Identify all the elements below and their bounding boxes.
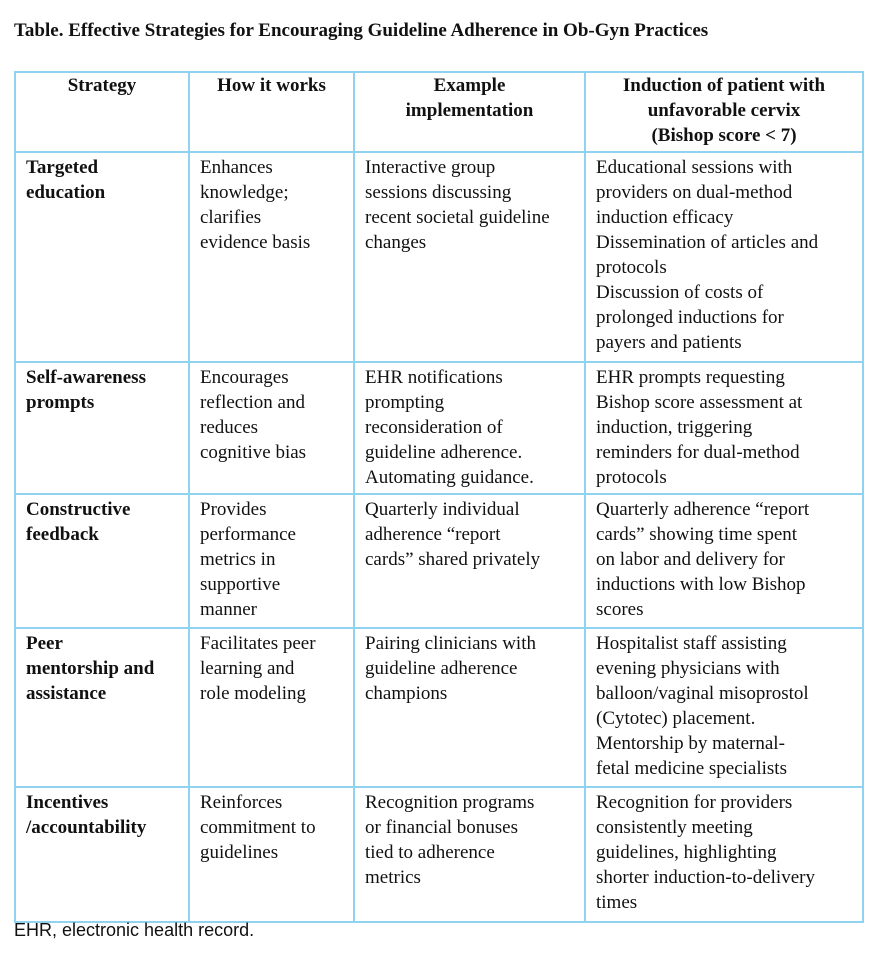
strategy-cell: Self-awareness prompts [15,362,189,494]
how-cell: Provides performance metrics in supportive manner [189,494,354,628]
how-cell: Reinforces commitment to guidelines [189,787,354,922]
header-strategy: Strategy [15,72,189,152]
induction-cell: Hospitalist staff assisting evening physicians with balloon/vaginal misoprostol (Cytotec) placement. Mentorship by maternal- fetal medicine specialists [585,628,863,787]
example-cell: Pairing clinicians with guideline adherence champions [354,628,585,787]
table-row [15,787,863,922]
how-cell: Enhances knowledge; clarifies evidence basis [189,152,354,362]
strategy-cell: Constructive feedback [15,494,189,628]
strategies-table [14,71,864,923]
example-cell: Interactive group sessions discussing recent societal guideline changes [354,152,585,362]
table-title: Table. Effective Strategies for Encouraging Guideline Adherence in Ob-Gyn Practices [14,20,709,41]
how-cell: Facilitates peer learning and role modeling [189,628,354,787]
table-row [15,494,863,628]
strategy-cell: Incentives /accountability [15,787,189,922]
strategy-cell: Targeted education [15,152,189,362]
table-row [15,362,863,494]
table-row [15,628,863,787]
induction-cell: Quarterly adherence “report cards” showing time spent on labor and delivery for inductions with low Bishop scores [585,494,863,628]
example-cell: Recognition programs or financial bonuses tied to adherence metrics [354,787,585,922]
header-induction: Induction of patient with unfavorable cervix (Bishop score < 7) [585,72,863,152]
header-how-it-works: How it works [189,72,354,152]
induction-cell: Educational sessions with providers on dual-method induction efficacy Dissemination of articles and protocols Discussion of costs of prolonged inductions for payers and patients [585,152,863,362]
strategy-cell: Peer mentorship and assistance [15,628,189,787]
table-row [15,152,863,362]
how-cell: Encourages reflection and reduces cognitive bias [189,362,354,494]
example-cell: EHR notifications prompting reconsideration of guideline adherence. Automating guidance. [354,362,585,494]
footnote: EHR, electronic health record. [14,920,255,940]
induction-cell: Recognition for providers consistently meeting guidelines, highlighting shorter induction-to-delivery times [585,787,863,922]
example-cell: Quarterly individual adherence “report cards” shared privately [354,494,585,628]
header-row [15,72,863,152]
induction-cell: EHR prompts requesting Bishop score assessment at induction, triggering reminders for dual-method protocols [585,362,863,494]
header-example: Example implementation [354,72,585,152]
